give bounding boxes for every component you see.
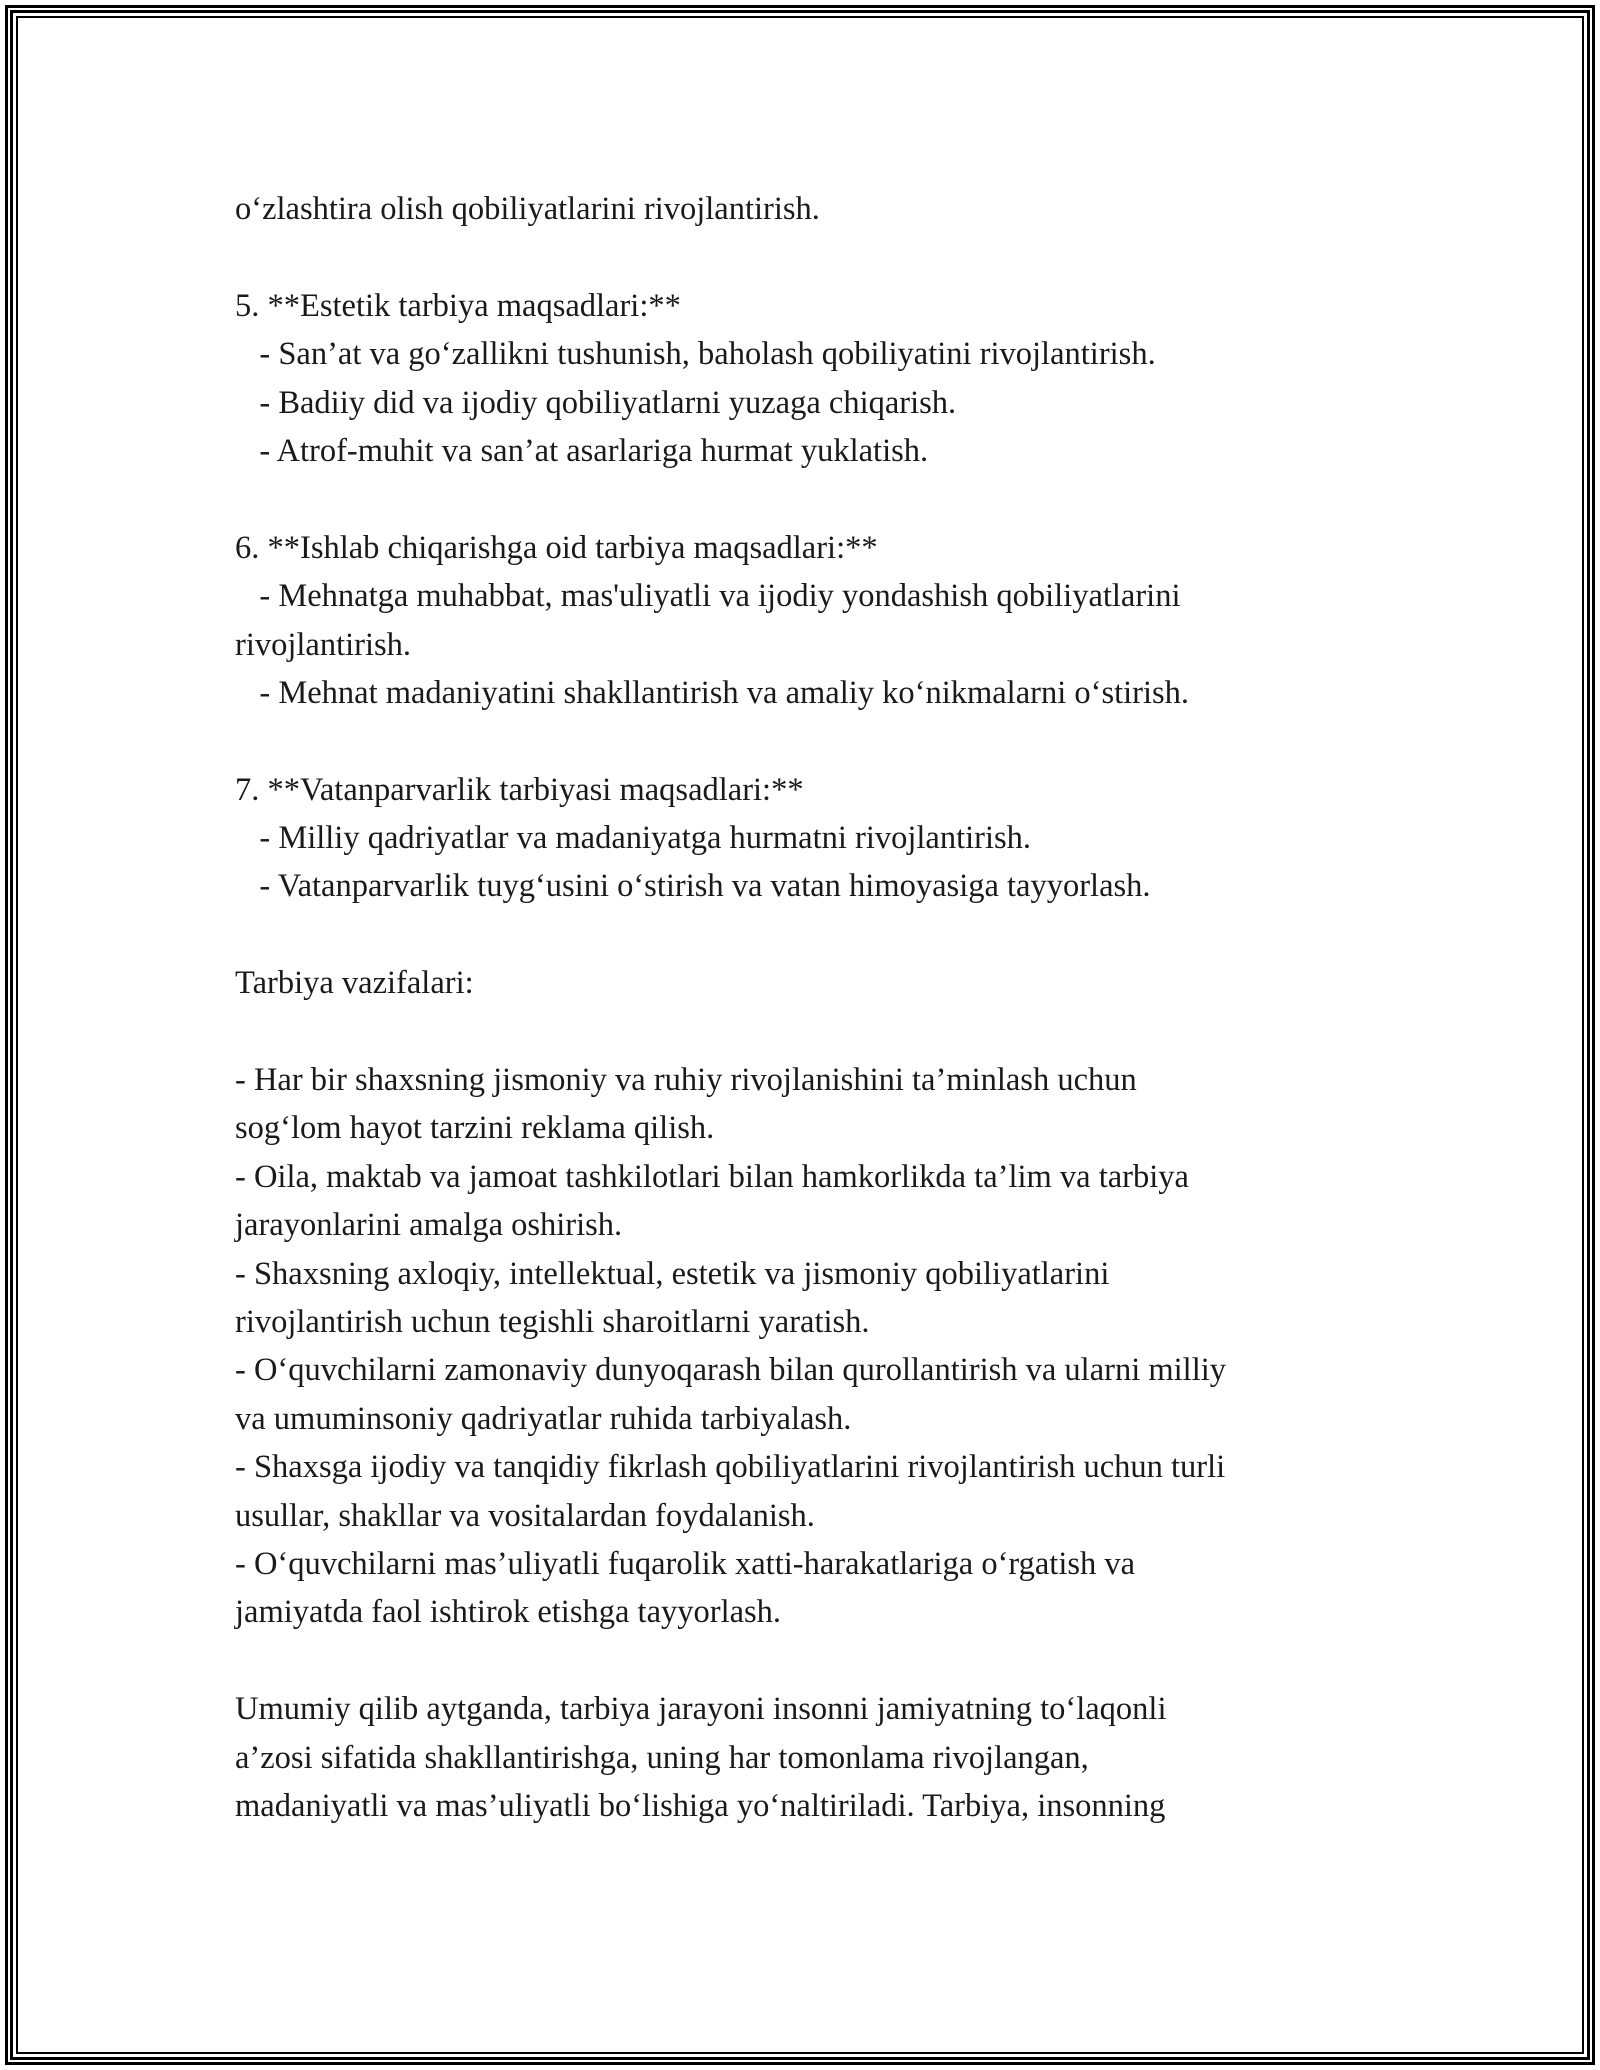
text-line: a’zosi sifatida shakllantirishga, uning har tomonlama rivojlangan, <box>235 1739 1089 1776</box>
blank-line <box>235 1637 1415 1685</box>
blank-line <box>235 717 1415 765</box>
text-line: jarayonlarini amalga oshirish. <box>235 1207 623 1244</box>
text-line: - Mehnatga muhabbat, mas'uliyatli va ijodiy yondashish qobiliyatlarini <box>235 578 1181 615</box>
text-line: va umuminsoniy qadriyatlar ruhida tarbiyalash. <box>235 1400 852 1437</box>
text-line: - Har bir shaxsning jismoniy va ruhiy rivojlanishini ta’minlash uchun <box>235 1062 1137 1099</box>
text-line: - Oila, maktab va jamoat tashkilotlari bilan hamkorlikda ta’lim va tarbiya <box>235 1158 1189 1195</box>
text-line: o‘zlashtira olish qobiliyatlarini rivojlantirish. <box>235 191 820 227</box>
text-line: sog‘lom hayot tarzini reklama qilish. <box>235 1110 715 1147</box>
blank-line <box>235 911 1415 959</box>
text-line: - Milliy qadriyatlar va madaniyatga hurmatni rivojlantirish. <box>235 820 1032 857</box>
text-line: - Vatanparvarlik tuyg‘usini o‘stirish va vatan himoyasiga tayyorlash. <box>235 868 1151 905</box>
text-line: rivojlantirish uchun tegishli sharoitlarni yaratish. <box>235 1303 870 1340</box>
text-line: - Mehnat madaniyatini shakllantirish va amaliy ko‘nikmalarni o‘stirish. <box>235 674 1190 711</box>
text-line: - O‘quvchilarni mas’uliyatli fuqarolik xatti-harakatlariga o‘rgatish va <box>235 1545 1136 1582</box>
blank-line <box>235 475 1415 523</box>
text-line: Tarbiya vazifalari: <box>235 965 474 1002</box>
text-line: rivojlantirish. <box>235 626 412 663</box>
text-line: - Atrof-muhit va san’at asarlariga hurmat yuklatish. <box>235 432 929 469</box>
text-line: 7. **Vatanparvarlik tarbiyasi maqsadlari:** <box>235 771 804 808</box>
text-line: usullar, shakllar va vositalardan foydalanish. <box>235 1497 815 1534</box>
text-line: Umumiy qilib aytganda, tarbiya jarayoni insonni jamiyatning to‘laqonli <box>235 1691 1167 1728</box>
text-line: - O‘quvchilarni zamonaviy dunyoqarash bilan qurollantirish va ularni milliy <box>235 1352 1227 1389</box>
text-line: 6. **Ishlab chiqarishga oid tarbiya maqsadlari:** <box>235 529 878 566</box>
text-line: - Shaxsning axloqiy, intellektual, estetik va jismoniy qobiliyatlarini <box>235 1255 1110 1292</box>
text-line: 5. **Estetik tarbiya maqsadlari:** <box>235 287 681 324</box>
document-body <box>235 185 1415 1830</box>
blank-line <box>235 1008 1415 1056</box>
text-line: jamiyatda faol ishtirok etishga tayyorlash. <box>235 1594 782 1631</box>
text-line: - Shaxsga ijodiy va tanqidiy fikrlash qobiliyatlarini rivojlantirish uchun turli <box>235 1449 1226 1486</box>
blank-line <box>235 233 1415 281</box>
text-line: - San’at va go‘zallikni tushunish, baholash qobiliyatini rivojlantirish. <box>235 336 1156 373</box>
text-line: madaniyatli va mas’uliyatli bo‘lishiga yo‘naltiriladi. Tarbiya, insonning <box>235 1787 1166 1824</box>
text-line: - Badiiy did va ijodiy qobiliyatlarni yuzaga chiqarish. <box>235 384 957 421</box>
